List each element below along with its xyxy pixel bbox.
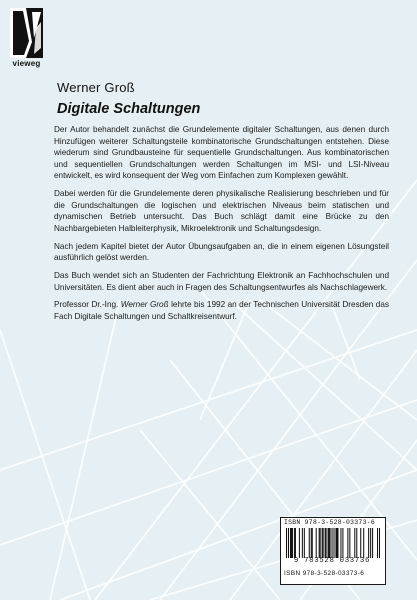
barcode-bar <box>319 528 320 558</box>
barcode-bar <box>340 528 341 558</box>
barcode-bar <box>292 528 293 558</box>
barcode-bar <box>370 528 371 558</box>
barcode-bar <box>325 528 326 558</box>
publisher-logo <box>10 8 43 72</box>
barcode-bar <box>342 528 343 558</box>
author-name: Werner Groß <box>57 80 135 95</box>
barcode-bar <box>322 528 323 558</box>
barcode-bar <box>372 528 373 558</box>
barcode-bar <box>323 528 324 558</box>
publisher-wordmark: vieweg <box>12 59 41 68</box>
barcode-bar <box>291 528 292 558</box>
barcode-bar <box>332 528 333 558</box>
blurb-paragraph-4: Das Buch wendet sich an Studenten der Fachrichtung Elektronik an Fachhochschulen und Universitäten. Es dient aber auch in Fragen des Schaltungsentwurfes als Nachschlagewerk. <box>54 271 389 292</box>
barcode-bar <box>335 528 336 558</box>
barcode-bar <box>337 528 338 558</box>
barcode-bar <box>295 528 296 558</box>
isbn-top-line: ISBN 978-3-528-03373-6 <box>284 519 375 526</box>
author-bio <box>54 299 389 322</box>
barcode-bar <box>312 528 313 558</box>
blurb-paragraph-2: Dabei werden für die Grundelemente deren physikalische Realisierung beschrieben und für die Grundschaltungen die logischen und elektrischen Niveaus beim statischen und dynamischen Betrieb untersucht. Das Buch schlägt damit eine Brücke zu den Nachbargebieten Halbleiterphysik, Mikroelektronik und Schaltungsdesign. <box>54 189 389 233</box>
barcode-bar <box>302 528 303 558</box>
barcode-bar <box>330 528 331 558</box>
book-title: Digitale Schaltungen <box>57 101 201 117</box>
barcode-bar <box>363 528 364 558</box>
barcode-bar <box>326 528 327 558</box>
barcode-bar <box>356 528 357 558</box>
barcode-bar <box>328 528 329 558</box>
ean-barcode <box>286 528 380 558</box>
vieweg-v-logo-icon <box>10 8 43 58</box>
barcode-bar <box>349 528 350 558</box>
barcode-bar <box>286 528 287 558</box>
barcode-bar <box>329 528 330 558</box>
barcode-bar <box>304 528 305 558</box>
barcode-bar <box>316 528 317 558</box>
barcode-bar <box>290 528 291 558</box>
isbn-bottom-line: ISBN 978-3-528-03373-6 <box>284 570 365 577</box>
barcode-bar <box>368 528 369 558</box>
barcode-bar <box>347 528 348 558</box>
barcode-digits: 9 783528 033736 <box>293 557 371 565</box>
barcode-bar <box>354 528 355 558</box>
barcode-bar <box>294 528 295 558</box>
barcode-bar <box>379 528 380 558</box>
barcode-bar <box>309 528 310 558</box>
bio-rest: lehrte bis 1992 an der Technischen Universität Dresden das Fach Digitale Schaltungen und Schaltkreisentwurf. <box>54 300 390 322</box>
barcode-bar <box>360 528 361 558</box>
barcode-bar <box>288 528 289 558</box>
barcode-bar <box>299 528 300 558</box>
barcode-bar <box>320 528 321 558</box>
barcode-bar <box>311 528 312 558</box>
bio-author-name: Werner Groß <box>120 300 169 310</box>
blurb-paragraph-1: Der Autor behandelt zunächst die Grundelemente digitaler Schaltungen, aus denen durch Hinzufügen weiterer Schaltungsteile kombinatorische Grundschaltungen entstehen. Diese wiederum sind Grundbausteine für sequentielle Grundschaltungen. Aus kombinatorischen und sequentiellen Grundschaltungen werden Schaltungen im MSI- und LSI-Niveau entwickelt, es wird konsequent der Weg vom Einfachen zum Komplexen gewählt. <box>54 125 389 181</box>
blurb-paragraph-3: Nach jedem Kapitel bietet der Autor Übungsaufgaben an, die in einem eigenen Lösungsteil ausführlich gelöst werden. <box>54 241 389 263</box>
barcode-bar <box>336 528 337 558</box>
barcode-bar <box>377 528 378 558</box>
blurb-text <box>54 124 389 329</box>
barcode-bar <box>333 528 334 558</box>
bio-prefix: Professor Dr.-Ing. <box>54 300 121 310</box>
